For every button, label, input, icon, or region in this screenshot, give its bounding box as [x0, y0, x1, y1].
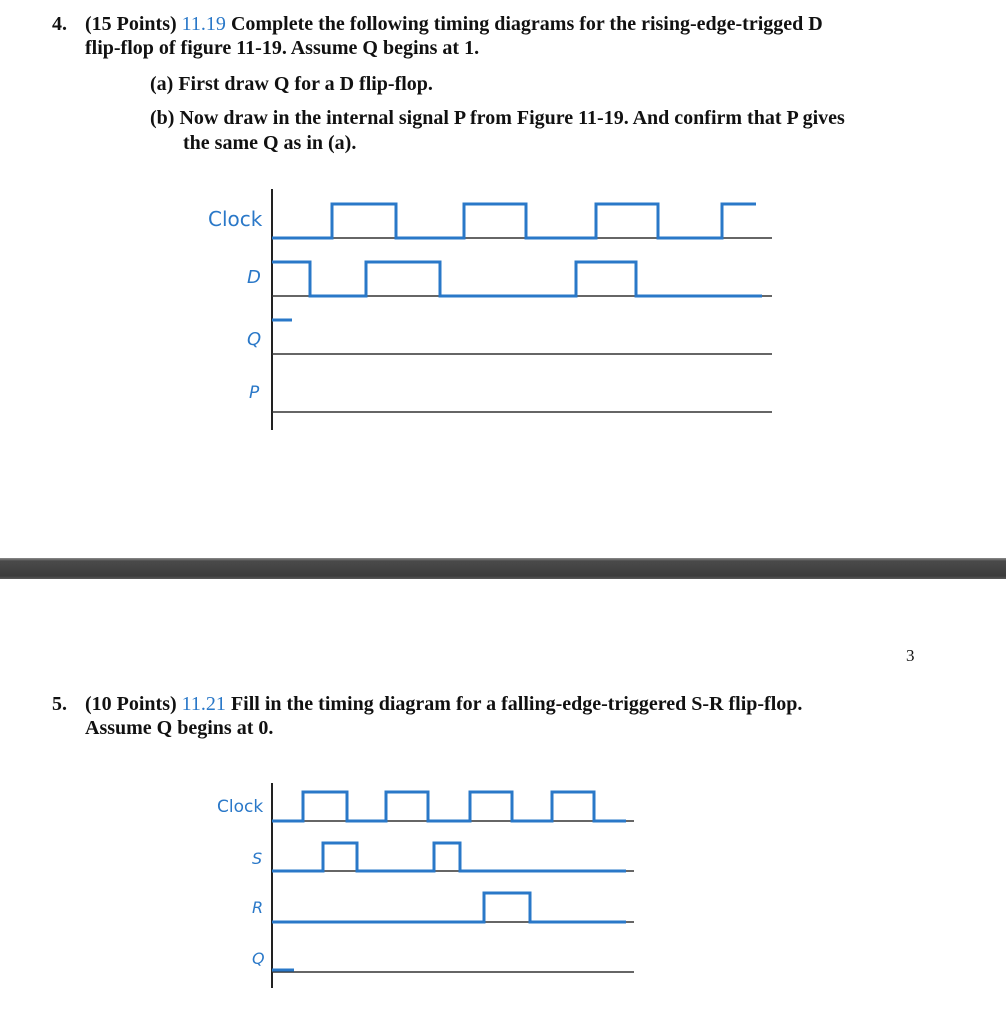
- timing-diagram-q5: [217, 783, 634, 988]
- question-4-number: 4.: [52, 13, 67, 35]
- question-4-title: Complete the following timing diagrams for the rising-edge-trigged D: [230, 13, 823, 35]
- s-waveform: [272, 843, 626, 871]
- label-d: D: [247, 267, 261, 288]
- label-q-q4: Q: [247, 329, 262, 350]
- label-clock-q5: Clock: [217, 797, 264, 817]
- question-5-title: Fill in the timing diagram for a falling-edge-triggered S-R flip-flop.: [230, 693, 803, 715]
- label-r: R: [252, 898, 264, 917]
- question-4-reference[interactable]: 11.19: [181, 13, 226, 35]
- question-5-line2: Assume Q begins at 0.: [85, 717, 274, 739]
- question-5-number: 5.: [52, 693, 67, 715]
- label-clock-q4: Clock: [208, 207, 263, 231]
- question-4-part-a: (a) First draw Q for a D flip-flop.: [150, 73, 433, 95]
- question-5-points: (10 Points): [85, 693, 177, 715]
- clock-waveform-q5: [272, 792, 626, 821]
- page-number: 3: [906, 646, 915, 665]
- r-waveform: [272, 893, 626, 922]
- label-p: P: [249, 383, 260, 403]
- question-4-line2: flip-flop of figure 11-19. Assume Q begins at 1.: [85, 37, 480, 59]
- question-4-part-b-line1: (b) Now draw in the internal signal P from Figure 11-19. And confirm that P gives: [150, 107, 845, 129]
- question-5-reference[interactable]: 11.21: [181, 693, 226, 715]
- question-4-part-b-line2: the same Q as in (a).: [183, 132, 357, 154]
- label-s: S: [252, 849, 263, 868]
- question-4-points: (15 Points): [85, 13, 177, 35]
- label-q-q5: Q: [252, 949, 265, 968]
